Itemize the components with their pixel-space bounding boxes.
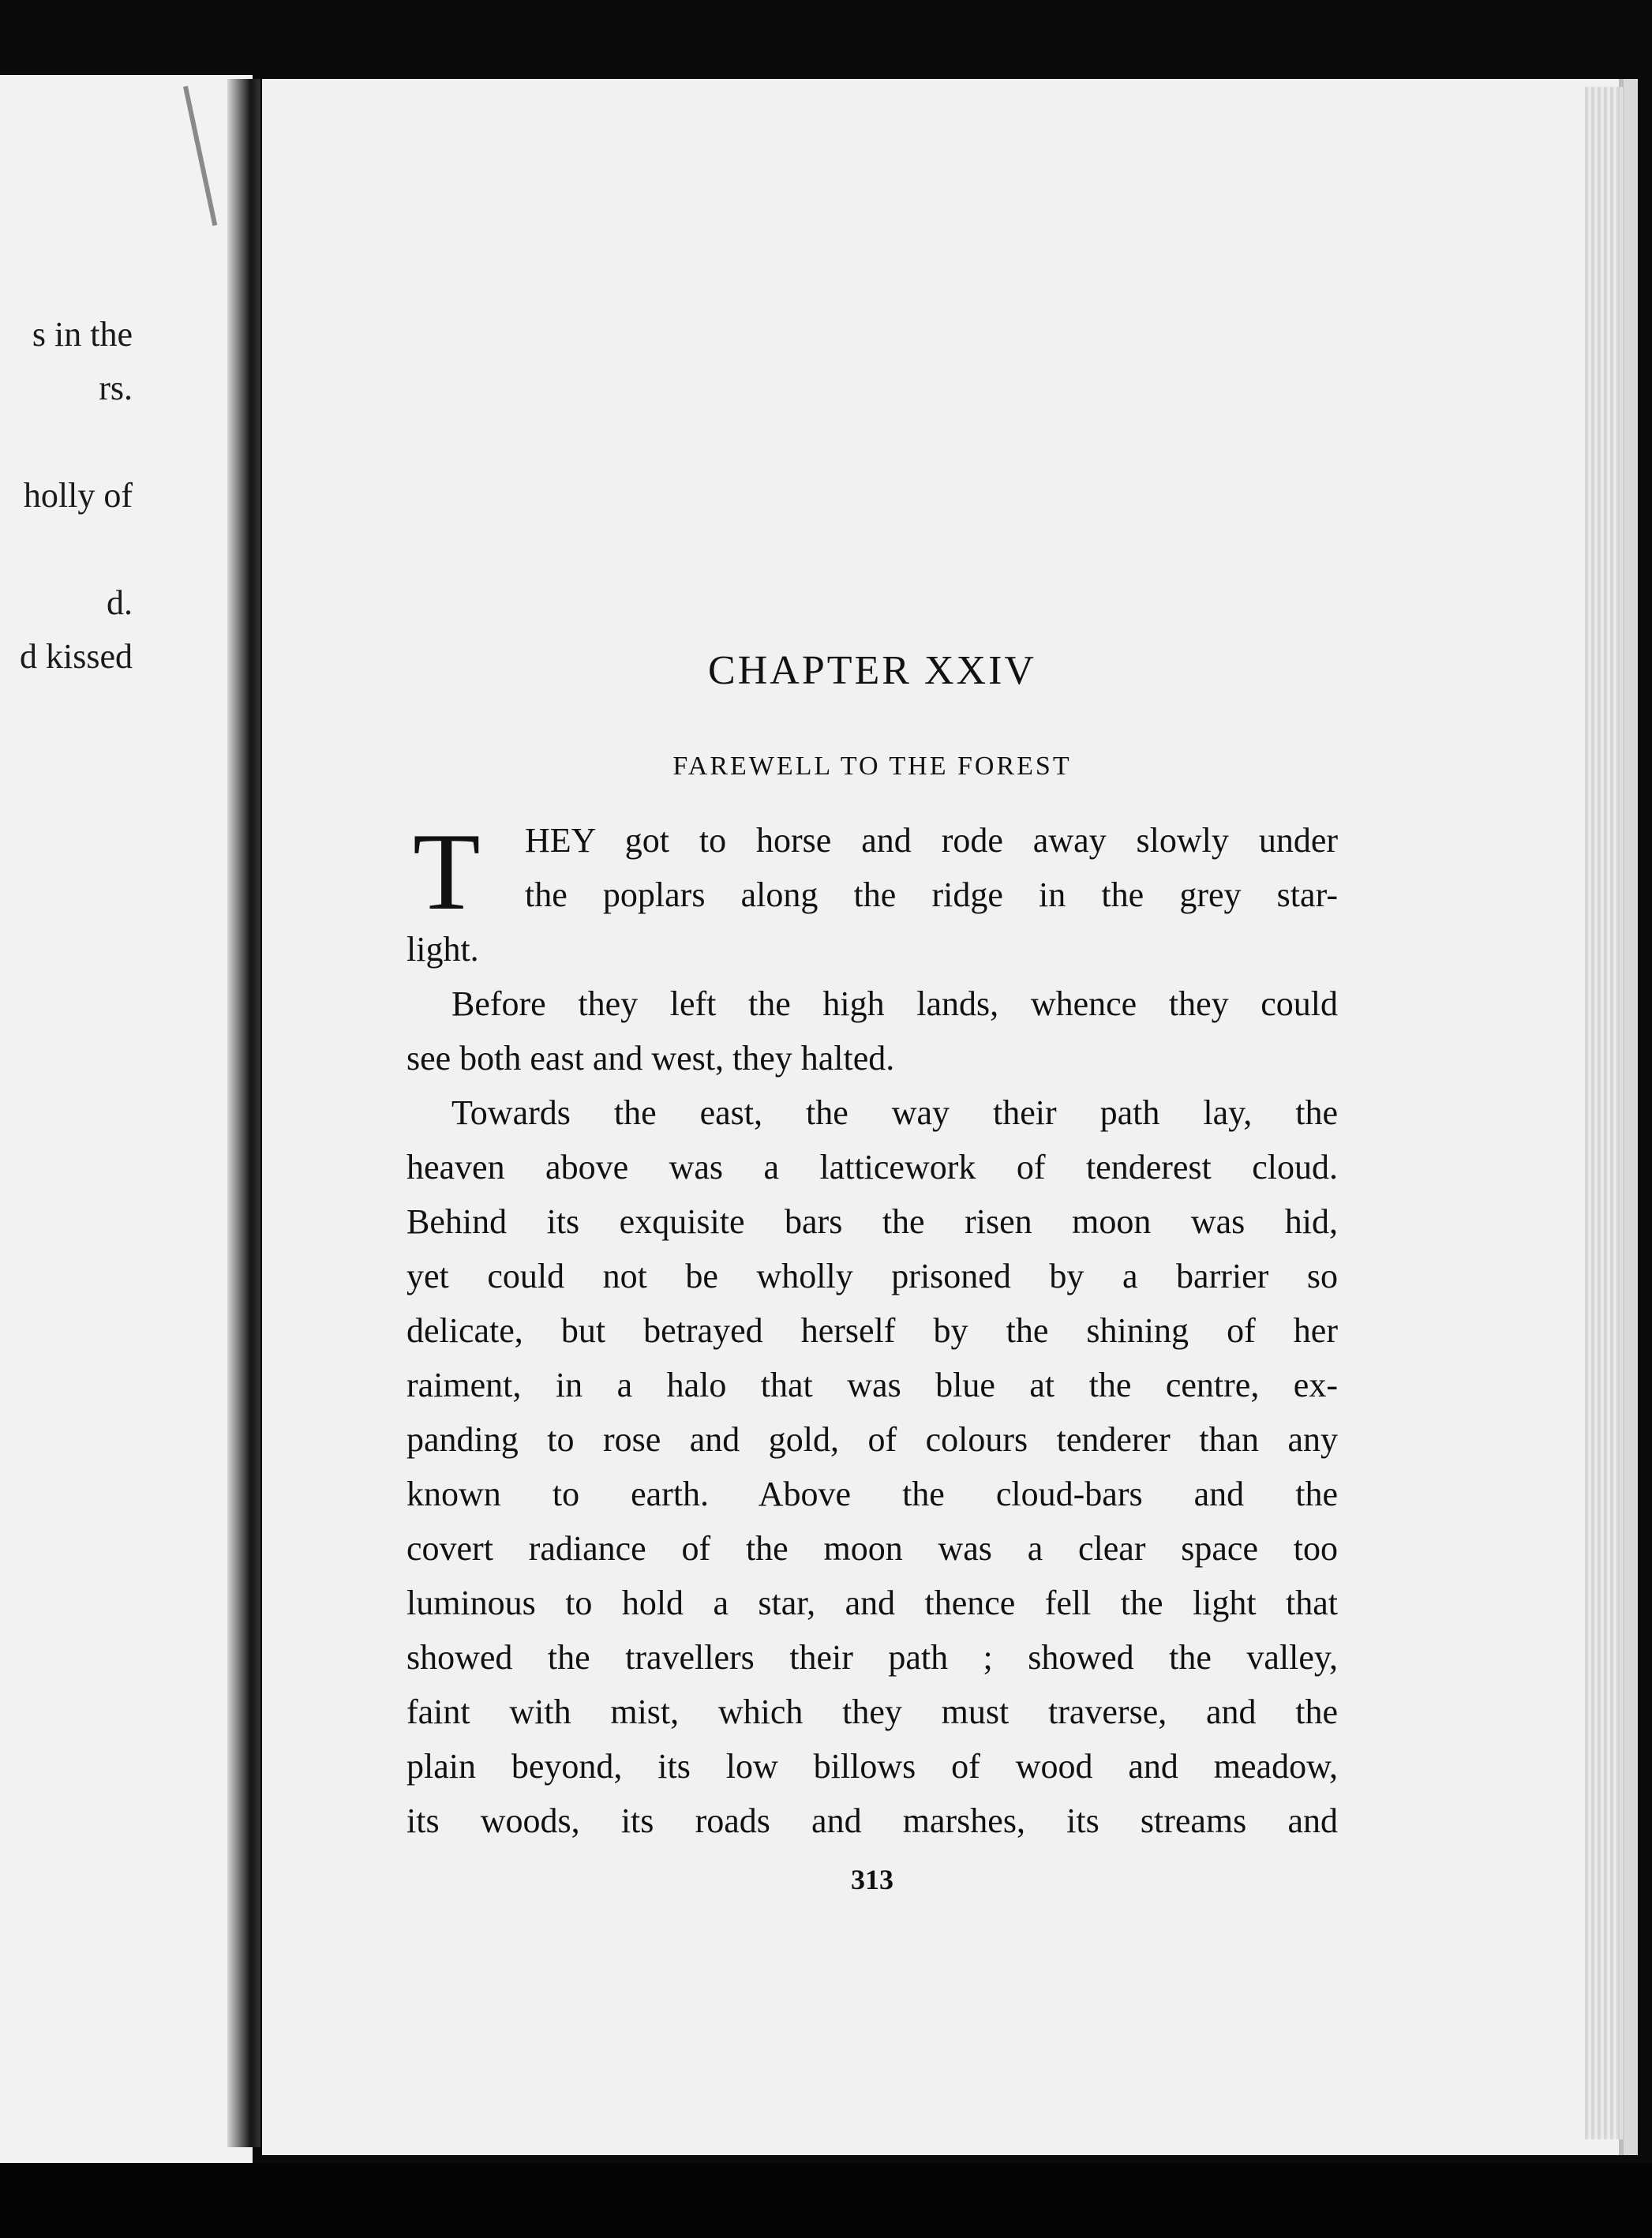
drop-cap: T [413, 811, 481, 933]
left-line [0, 415, 133, 469]
text-line: Behind its exquisite bars the risen moon was hid, [406, 1202, 1338, 1241]
left-line: rs. [99, 369, 133, 407]
page-number: 313 [851, 1864, 893, 1895]
text-line: its woods, its roads and marshes, its streams and [406, 1801, 1338, 1840]
left-line: d kissed [20, 637, 133, 676]
text-line: Before they left the high lands, whence they could [451, 984, 1338, 1023]
left-line: s in the [32, 315, 133, 354]
text-line: HEY got to horse and rode away slowly under [525, 821, 1338, 860]
text-line: luminous to hold a star, and thence fell the light that [406, 1584, 1338, 1622]
text-line: light. [406, 930, 479, 969]
text-line: see both east and west, they halted. [406, 1039, 895, 1078]
left-page [0, 75, 253, 2195]
book-gutter [227, 79, 260, 2147]
left-line: holly of [23, 476, 133, 515]
page-edges [1585, 87, 1624, 2139]
text-line: covert radiance of the moon was a clear space too [406, 1529, 1338, 1568]
text-line: yet could not be wholly prisoned by a barrier so [406, 1257, 1338, 1295]
text-line: faint with mist, which they must traverse, and the [406, 1693, 1338, 1731]
body-text [406, 813, 1338, 1848]
scan-bottom-edge [0, 2163, 1652, 2238]
text-line: showed the travellers their path ; showed the valley, [406, 1638, 1338, 1677]
chapter-subtitle: FAREWELL TO THE FOREST [672, 752, 1072, 781]
text-line: delicate, but betrayed herself by the shining of her [406, 1311, 1338, 1350]
left-line: d. [107, 583, 133, 622]
text-line: known to earth. Above the cloud-bars and the [406, 1475, 1338, 1513]
left-page-text [0, 308, 133, 684]
chapter-title: CHAPTER XXIV [708, 648, 1036, 693]
text-line: the poplars along the ridge in the grey star- [525, 875, 1338, 914]
text-line: heaven above was a latticework of tenderest cloud. [406, 1148, 1338, 1186]
text-line: raiment, in a halo that was blue at the centre, ex- [406, 1366, 1338, 1404]
text-line: Towards the east, the way their path lay, the [451, 1093, 1338, 1132]
text-line: panding to rose and gold, of colours tenderer than any [406, 1420, 1338, 1459]
left-line [0, 523, 133, 576]
text-line: plain beyond, its low billows of wood and meadow, [406, 1747, 1338, 1786]
